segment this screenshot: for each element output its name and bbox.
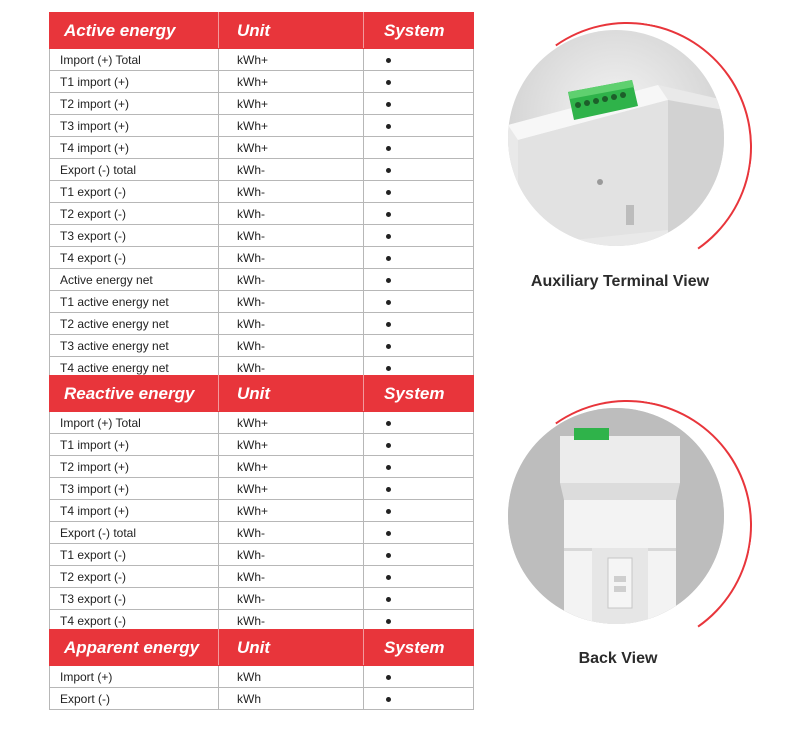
bullet-dot-icon bbox=[386, 553, 391, 558]
unit-cell: kWh- bbox=[219, 203, 364, 225]
system-cell bbox=[364, 49, 474, 71]
system-cell bbox=[364, 159, 474, 181]
table-row bbox=[50, 688, 474, 710]
table-row bbox=[50, 335, 474, 357]
section-title: Active energy bbox=[50, 13, 219, 49]
bullet-dot-icon bbox=[386, 619, 391, 624]
system-cell bbox=[364, 335, 474, 357]
quantity-cell: T3 export (-) bbox=[50, 588, 219, 610]
device-back-image bbox=[508, 408, 724, 624]
bullet-dot-icon bbox=[386, 697, 391, 702]
system-cell bbox=[364, 313, 474, 335]
quantity-cell: T2 import (+) bbox=[50, 456, 219, 478]
system-cell bbox=[364, 588, 474, 610]
table-header-row bbox=[50, 630, 474, 666]
quantity-cell: T4 import (+) bbox=[50, 500, 219, 522]
table-row bbox=[50, 588, 474, 610]
bullet-dot-icon bbox=[386, 421, 391, 426]
unit-cell: kWh- bbox=[219, 588, 364, 610]
table-row bbox=[50, 666, 474, 688]
unit-cell: kWh+ bbox=[219, 49, 364, 71]
quantity-cell: T3 import (+) bbox=[50, 115, 219, 137]
table-row bbox=[50, 500, 474, 522]
table-row bbox=[50, 225, 474, 247]
unit-cell: kWh- bbox=[219, 291, 364, 313]
system-cell bbox=[364, 666, 474, 688]
table-row bbox=[50, 203, 474, 225]
system-cell bbox=[364, 225, 474, 247]
auxiliary-terminal-caption: Auxiliary Terminal View bbox=[530, 273, 710, 290]
table-row bbox=[50, 291, 474, 313]
system-cell bbox=[364, 412, 474, 434]
quantity-cell: Import (+) Total bbox=[50, 412, 219, 434]
system-cell bbox=[364, 566, 474, 588]
unit-cell: kWh- bbox=[219, 335, 364, 357]
unit-cell: kWh+ bbox=[219, 137, 364, 159]
unit-cell: kWh bbox=[219, 666, 364, 688]
system-cell bbox=[364, 137, 474, 159]
bullet-dot-icon bbox=[386, 465, 391, 470]
quantity-cell: T2 import (+) bbox=[50, 93, 219, 115]
table-row bbox=[50, 93, 474, 115]
bullet-dot-icon bbox=[386, 212, 391, 217]
green-terminal-icon bbox=[574, 428, 609, 440]
quantity-cell: T1 import (+) bbox=[50, 71, 219, 93]
bullet-dot-icon bbox=[386, 344, 391, 349]
system-cell bbox=[364, 71, 474, 93]
quantity-cell: Export (-) bbox=[50, 688, 219, 710]
table-row bbox=[50, 434, 474, 456]
quantity-cell: T4 export (-) bbox=[50, 247, 219, 269]
quantity-cell: Export (-) total bbox=[50, 522, 219, 544]
bullet-dot-icon bbox=[386, 366, 391, 371]
unit-cell: kWh+ bbox=[219, 93, 364, 115]
system-header: System bbox=[364, 376, 474, 412]
quantity-cell: Import (+) Total bbox=[50, 49, 219, 71]
system-cell bbox=[364, 688, 474, 710]
bullet-dot-icon bbox=[386, 487, 391, 492]
table-row bbox=[50, 313, 474, 335]
unit-cell: kWh- bbox=[219, 225, 364, 247]
section-title: Reactive energy bbox=[50, 376, 219, 412]
apparent-energy-table bbox=[49, 629, 474, 710]
quantity-cell: T2 export (-) bbox=[50, 566, 219, 588]
bullet-dot-icon bbox=[386, 443, 391, 448]
unit-cell: kWh- bbox=[219, 159, 364, 181]
unit-cell: kWh+ bbox=[219, 500, 364, 522]
bullet-dot-icon bbox=[386, 300, 391, 305]
unit-cell: kWh+ bbox=[219, 71, 364, 93]
system-cell bbox=[364, 181, 474, 203]
quantity-cell: T4 active energy net bbox=[50, 357, 219, 379]
system-cell bbox=[364, 93, 474, 115]
unit-cell: kWh- bbox=[219, 181, 364, 203]
unit-header: Unit bbox=[219, 630, 364, 666]
quantity-cell: T4 import (+) bbox=[50, 137, 219, 159]
bullet-dot-icon bbox=[386, 146, 391, 151]
table-row bbox=[50, 49, 474, 71]
bullet-dot-icon bbox=[386, 256, 391, 261]
table-row bbox=[50, 137, 474, 159]
bullet-dot-icon bbox=[386, 509, 391, 514]
reactive-energy-table-body bbox=[50, 376, 474, 632]
unit-cell: kWh- bbox=[219, 522, 364, 544]
auxiliary-terminal-photo bbox=[508, 30, 724, 246]
bullet-dot-icon bbox=[386, 575, 391, 580]
unit-cell: kWh+ bbox=[219, 456, 364, 478]
quantity-cell: T3 export (-) bbox=[50, 225, 219, 247]
table-header-row bbox=[50, 13, 474, 49]
active-energy-table bbox=[49, 12, 474, 379]
table-header-row bbox=[50, 376, 474, 412]
back-view-photo bbox=[508, 408, 724, 624]
quantity-cell: T3 active energy net bbox=[50, 335, 219, 357]
quantity-cell: T1 export (-) bbox=[50, 181, 219, 203]
back-view-caption: Back View bbox=[578, 650, 658, 667]
system-cell bbox=[364, 247, 474, 269]
quantity-cell: T1 export (-) bbox=[50, 544, 219, 566]
quantity-cell: T1 import (+) bbox=[50, 434, 219, 456]
unit-cell: kWh- bbox=[219, 247, 364, 269]
system-header: System bbox=[364, 630, 474, 666]
table-row bbox=[50, 566, 474, 588]
system-cell bbox=[364, 203, 474, 225]
system-cell bbox=[364, 269, 474, 291]
quantity-cell: T2 export (-) bbox=[50, 203, 219, 225]
bullet-dot-icon bbox=[386, 234, 391, 239]
unit-header: Unit bbox=[219, 376, 364, 412]
system-cell bbox=[364, 456, 474, 478]
system-header: System bbox=[364, 13, 474, 49]
bullet-dot-icon bbox=[386, 675, 391, 680]
system-cell bbox=[364, 500, 474, 522]
table-row bbox=[50, 478, 474, 500]
bullet-dot-icon bbox=[386, 58, 391, 63]
reactive-energy-table bbox=[49, 375, 474, 632]
table-row bbox=[50, 412, 474, 434]
system-cell bbox=[364, 291, 474, 313]
table-row bbox=[50, 269, 474, 291]
table-row bbox=[50, 71, 474, 93]
unit-cell: kWh- bbox=[219, 357, 364, 379]
device-top-image bbox=[508, 30, 724, 246]
quantity-cell: T2 active energy net bbox=[50, 313, 219, 335]
quantity-cell: Export (-) total bbox=[50, 159, 219, 181]
bullet-dot-icon bbox=[386, 102, 391, 107]
bullet-dot-icon bbox=[386, 190, 391, 195]
bullet-dot-icon bbox=[386, 124, 391, 129]
quantity-cell: T4 export (-) bbox=[50, 610, 219, 632]
table-row bbox=[50, 522, 474, 544]
system-cell bbox=[364, 478, 474, 500]
unit-cell: kWh+ bbox=[219, 412, 364, 434]
unit-cell: kWh+ bbox=[219, 434, 364, 456]
unit-cell: kWh- bbox=[219, 566, 364, 588]
system-cell bbox=[364, 522, 474, 544]
system-cell bbox=[364, 544, 474, 566]
table-row bbox=[50, 247, 474, 269]
unit-cell: kWh- bbox=[219, 269, 364, 291]
quantity-cell: T1 active energy net bbox=[50, 291, 219, 313]
bullet-dot-icon bbox=[386, 531, 391, 536]
table-row bbox=[50, 159, 474, 181]
table-row bbox=[50, 544, 474, 566]
unit-cell: kWh+ bbox=[219, 478, 364, 500]
bullet-dot-icon bbox=[386, 278, 391, 283]
quantity-cell: T3 import (+) bbox=[50, 478, 219, 500]
section-title: Apparent energy bbox=[50, 630, 219, 666]
unit-header: Unit bbox=[219, 13, 364, 49]
bullet-dot-icon bbox=[386, 322, 391, 327]
system-cell bbox=[364, 434, 474, 456]
bullet-dot-icon bbox=[386, 80, 391, 85]
bullet-dot-icon bbox=[386, 168, 391, 173]
apparent-energy-table-body bbox=[50, 630, 474, 710]
unit-cell: kWh- bbox=[219, 610, 364, 632]
unit-cell: kWh bbox=[219, 688, 364, 710]
bullet-dot-icon bbox=[386, 597, 391, 602]
table-row bbox=[50, 115, 474, 137]
unit-cell: kWh- bbox=[219, 544, 364, 566]
quantity-cell: Import (+) bbox=[50, 666, 219, 688]
system-cell bbox=[364, 115, 474, 137]
table-row bbox=[50, 456, 474, 478]
unit-cell: kWh+ bbox=[219, 115, 364, 137]
quantity-cell: Active energy net bbox=[50, 269, 219, 291]
active-energy-table-body bbox=[50, 13, 474, 379]
table-row bbox=[50, 181, 474, 203]
unit-cell: kWh- bbox=[219, 313, 364, 335]
